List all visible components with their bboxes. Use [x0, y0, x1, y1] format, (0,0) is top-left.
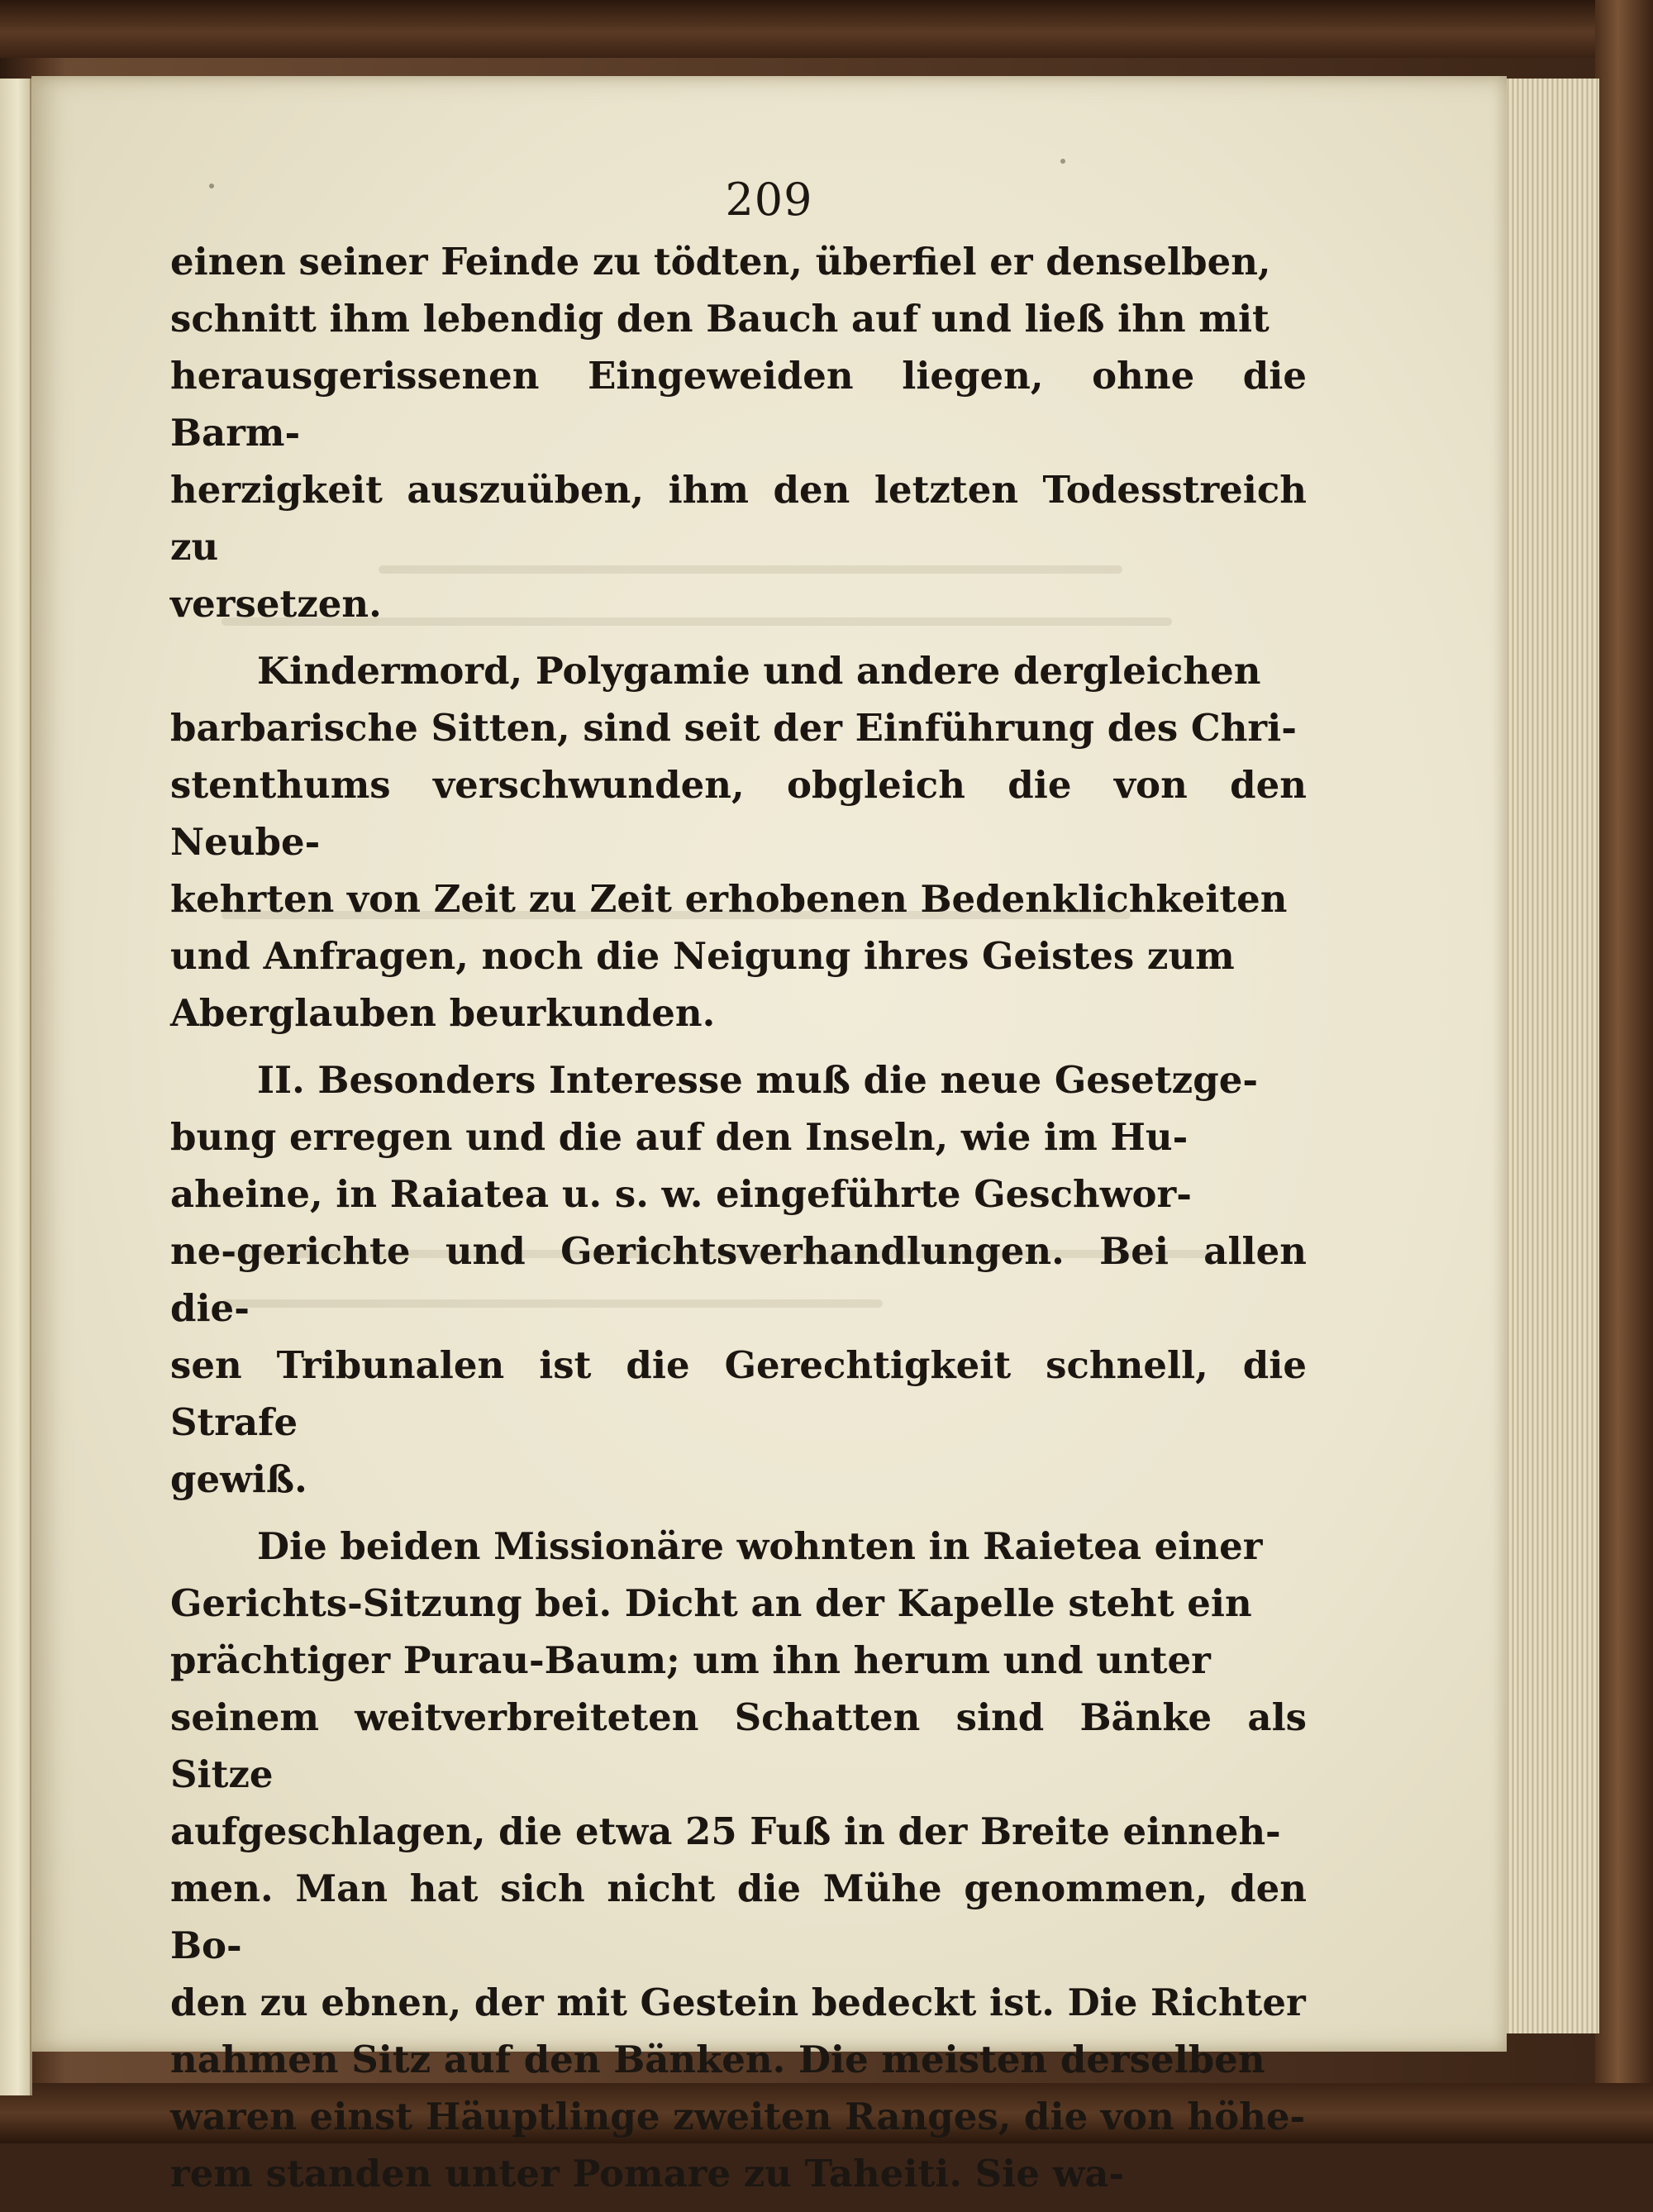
text-line: Aberglauben beurkunden. [170, 991, 716, 1035]
book-cover-right-edge [1595, 0, 1653, 2143]
text-line: barbarische Sitten, sind seit der Einführung des Chri- [170, 706, 1297, 750]
text-line: Gerichts-Sitzung bei. Dicht an der Kapelle steht ein [170, 1581, 1252, 1625]
text-line: Kindermord, Polygamie und andere dergleichen [257, 649, 1261, 693]
text-line: ne-gerichte und Gerichtsverhandlungen. Bei allen die- [170, 1229, 1307, 1330]
text-line: rem standen unter Pomare zu Taheiti. Sie wa- [170, 2152, 1125, 2195]
paragraph [170, 233, 1307, 632]
text-line: bung erregen und die auf den Inseln, wie im Hu- [170, 1115, 1189, 1159]
text-line: versetzen. [170, 582, 382, 626]
stacked-page-edges [1503, 79, 1599, 2033]
text-line: seinem weitverbreiteten Schatten sind Bänke als Sitze [170, 1695, 1307, 1796]
paragraph [170, 642, 1307, 1042]
text-line: gewiß. [170, 1457, 307, 1501]
text-line: waren einst Häuptlinge zweiten Ranges, die von höhe- [170, 2095, 1306, 2138]
text-line: herausgerissenen Eingeweiden liegen, ohne die Barm- [170, 354, 1307, 455]
text-line: den zu ebnen, der mit Gestein bedeckt ist. Die Richter [170, 1981, 1306, 2024]
body-text [170, 233, 1307, 2212]
text-line: stenthums verschwunden, obgleich die von den Neube- [170, 763, 1307, 864]
text-line: und Anfragen, noch die Neigung ihres Geistes zum [170, 934, 1235, 978]
text-line: herzigkeit auszuüben, ihm den letzten Todesstreich zu [170, 468, 1307, 569]
book-cover-top-edge [0, 0, 1653, 58]
text-line: kehrten von Zeit zu Zeit erhobenen Bedenklichkeiten [170, 877, 1288, 921]
text-line: men. Man hat sich nicht die Mühe genommen, den Bo- [170, 1866, 1307, 1967]
text-line: sen Tribunalen ist die Gerechtigkeit schnell, die Strafe [170, 1343, 1307, 1444]
page-number: 209 [725, 174, 813, 226]
paragraph [170, 1051, 1307, 1508]
facing-page-edge [0, 79, 32, 2095]
text-line: einen seiner Feinde zu tödten, überfiel er denselben, [170, 240, 1271, 284]
text-line: aheine, in Raiatea u. s. w. eingeführte Geschwor- [170, 1172, 1192, 1216]
text-line: prächtiger Purau-Baum; um ihn herum und unter [170, 1638, 1211, 1682]
paper-speck [1060, 159, 1065, 164]
text-line: aufgeschlagen, die etwa 25 Fuß in der Breite einneh- [170, 1809, 1281, 1853]
text-line: Die beiden Missionäre wohnten in Raietea einer [257, 1524, 1263, 1568]
paragraph [170, 1518, 1307, 2202]
text-line: nahmen Sitz auf den Bänken. Die meisten derselben [170, 2038, 1265, 2081]
text-line: II. Besonders Interesse muß die neue Gesetzge- [257, 1058, 1259, 1102]
book-page [31, 76, 1507, 2195]
text-line: schnitt ihm lebendig den Bauch auf und ließ ihn mit [170, 297, 1270, 341]
